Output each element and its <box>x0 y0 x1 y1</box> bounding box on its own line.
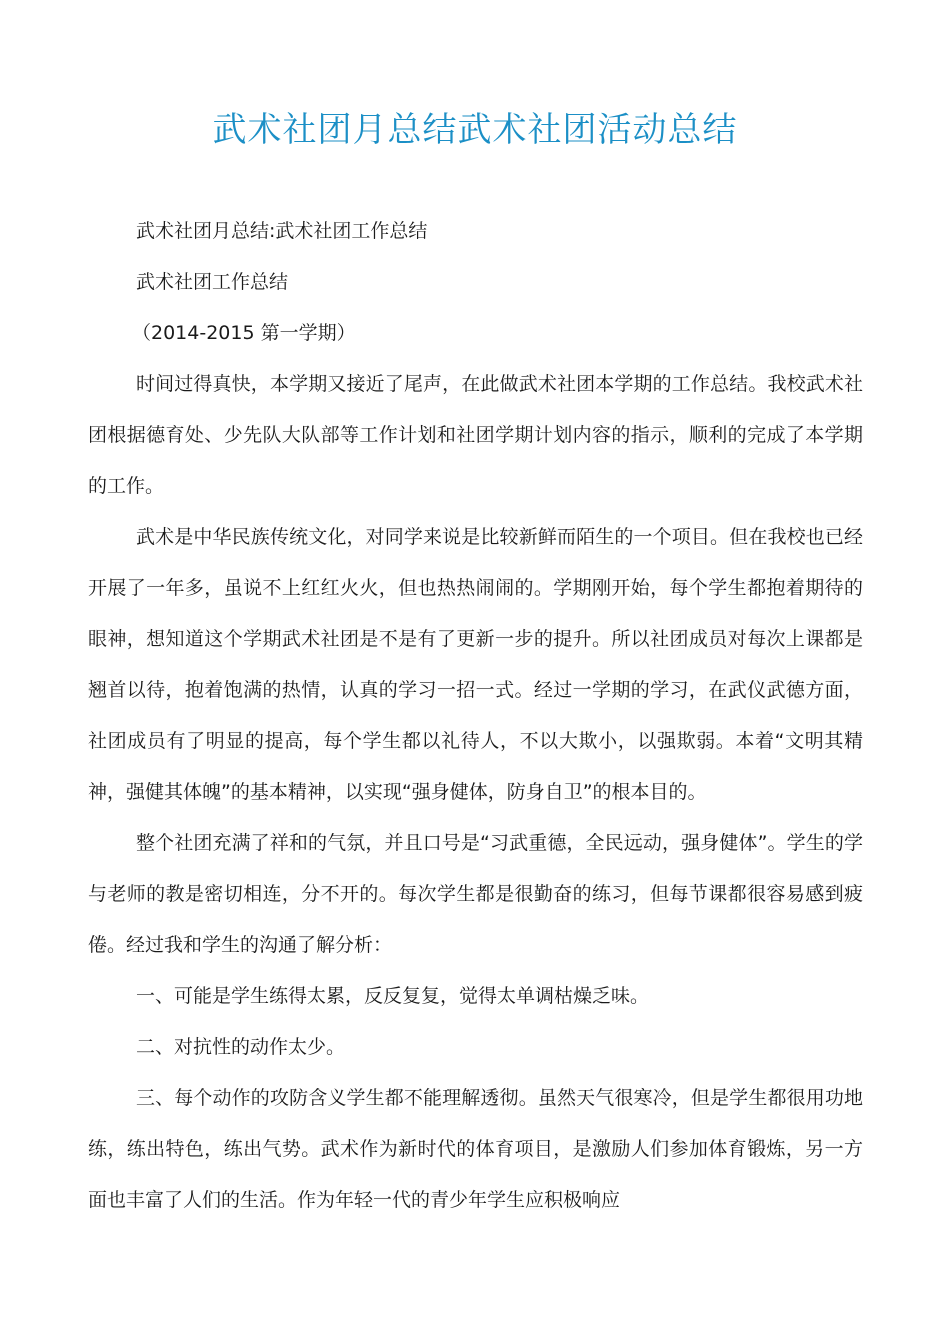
list-item-2: 二、对抗性的动作太少。 <box>136 1036 346 1058</box>
document-body <box>88 206 863 1226</box>
period-line: （2014-2015 第一学期） <box>132 322 356 344</box>
paragraph-3: 整个社团充满了祥和的气氛，并且口号是“习武重德，全民远动，强身健体”。学生的学与老师的教是密切相连，分不开的。每次学生都是很勤奋的练习，但每节课都很容易感到疲倦。经过我和学生的沟通了解分析： <box>88 832 863 956</box>
list-item-3: 三、每个动作的攻防含义学生都不能理解透彻。虽然天气很寒冷，但是学生都很用功地练，练出特色，练出气势。武术作为新时代的体育项目，是激励人们参加体育锻炼，另一方面也丰富了人们的生活。作为年轻一代的青少年学生应积极响应 <box>88 1087 863 1211</box>
subtitle-line: 武术社团月总结:武术社团工作总结 <box>136 220 428 242</box>
paragraph-2: 武术是中华民族传统文化，对同学来说是比较新鲜而陌生的一个项目。但在我校也已经开展了一年多，虽说不上红红火火，但也热热闹闹的。学期刚开始，每个学生都抱着期待的眼神，想知道这个学期武术社团是不是有了更新一步的提升。所以社团成员对每次上课都是翘首以待，抱着饱满的热情，认真的学习一招一式。经过一学期的学习，在武仪武德方面，社团成员有了明显的提高，每个学生都以礼待人，不以大欺小，以强欺弱。本着“文明其精神，强健其体魄”的基本精神，以实现“强身健体，防身自卫”的根本目的。 <box>88 526 863 803</box>
list-item-1: 一、可能是学生练得太累，反反复复，觉得太单调枯燥乏味。 <box>136 985 650 1007</box>
paragraph-1: 时间过得真快，本学期又接近了尾声，在此做武术社团本学期的工作总结。我校武术社团根据德育处、少先队大队部等工作计划和社团学期计划内容的指示，顺利的完成了本学期的工作。 <box>88 373 863 497</box>
heading-line: 武术社团工作总结 <box>136 271 289 293</box>
document-title: 武术社团月总结武术社团活动总结 <box>212 110 738 150</box>
